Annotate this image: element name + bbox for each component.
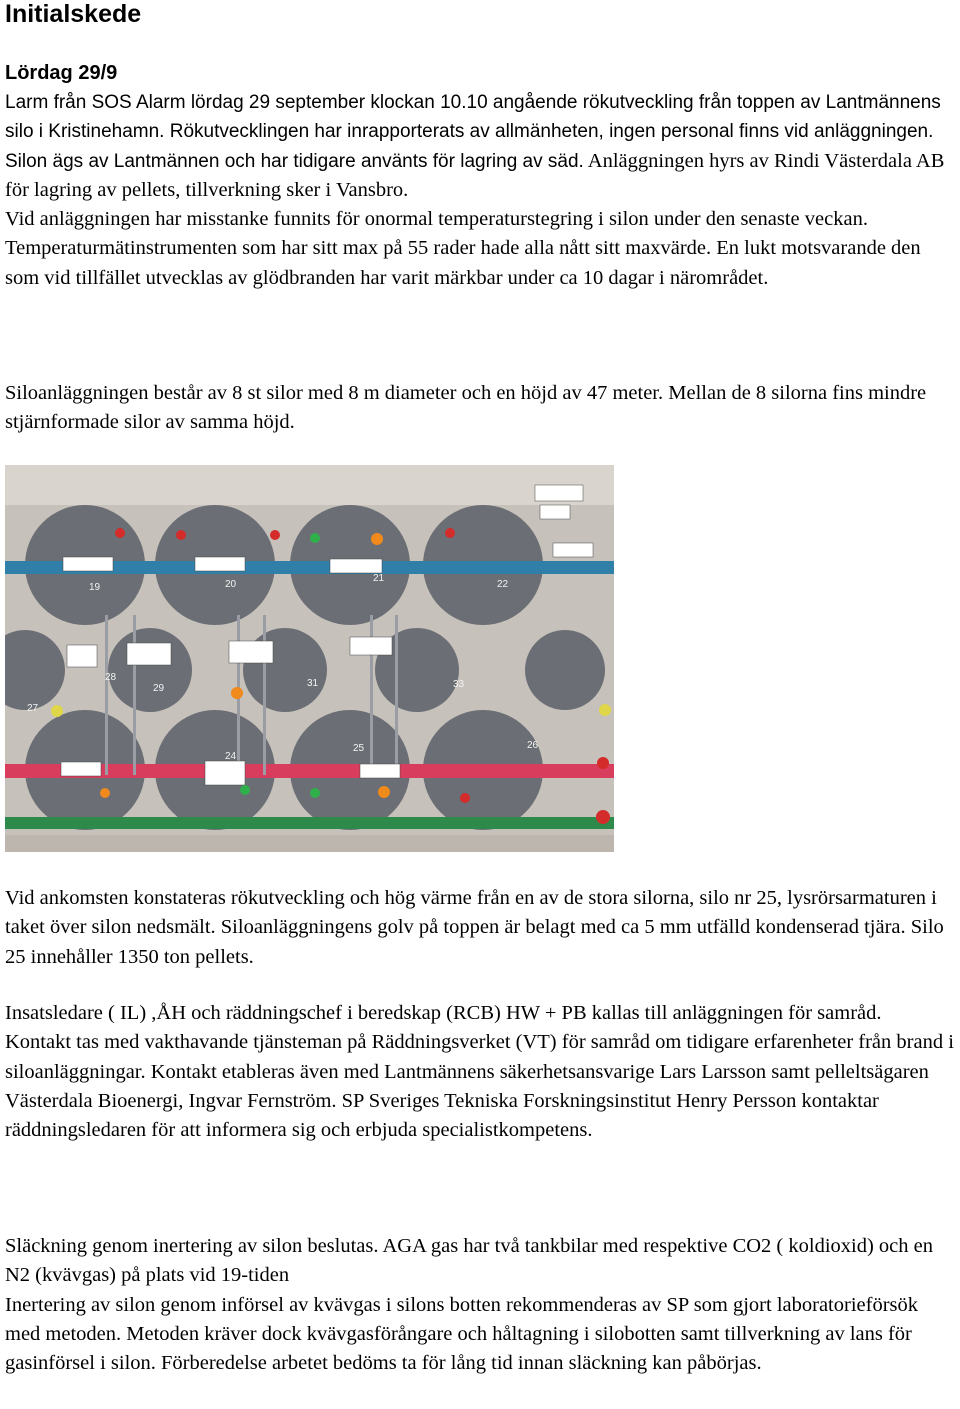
inerting-paragraph: Inertering av silon genom införsel av kvävgas i silons botten rekommenderas av SP som gjort laboratorieförsök med metoden. Metoden kräver dock kvävgasförångare och håltagning i silobotten samt tillverkning av lans för gasinförsel i silon. Förberedelse arbetet bedöms ta för lång tid innan släckning kan påbörjas.	[5, 1293, 919, 1375]
silo-panel-illustration	[5, 465, 614, 852]
contact-paragraph: Kontakt tas med vakthavande tjänsteman på Räddningsverket (VT) för samråd om tidigare erfarenheter från brand i siloanläggningar. Kontakt etableras även med Lantmännens säkerhetsansvarige Lars Larsson samt pelleltsägaren Västerdala Bioenergi, Ingvar Fernström. SP Sveriges Tekniska Forskningsinstitut Henry Persson kontaktar räddningsledaren för att informera sig och erbjuda specialistkompetens.	[5, 1031, 954, 1142]
svg-text:29: 29	[153, 683, 165, 694]
alarm-paragraph: Larm från SOS Alarm lördag 29 september klockan 10.10 angående rökutveckling från toppen av Lantmännens silo i Kristinehamn. Rökutvecklingen har inrapporterats av allmänheten, ingen personal finns vid anläggningen.	[5, 92, 941, 143]
silo-description-text: Siloanläggningen består av 8 st silor med 8 m diameter och en höjd av 47 meter. Mellan de 8 silorna fins mindre stjärnformade silor av samma höjd.	[5, 382, 927, 434]
svg-text:33: 33	[453, 679, 465, 690]
silo-panel-photo	[5, 465, 614, 852]
arrival-paragraph: Vid ankomsten konstateras rökutveckling och hög värme från en av de stora silorna, silo nr 25, lysrörsarmaturen i taket över silon nedsmält. Siloanläggningens golv på toppen är belagt med ca 5 mm utfälld kondenserad tjära. Silo 25 innehåller 1350 ton pellets.	[5, 887, 944, 968]
svg-text:28: 28	[105, 672, 117, 683]
intro-block	[5, 59, 957, 293]
svg-text:19: 19	[89, 582, 101, 593]
section-heading: Initialskede	[5, 0, 142, 28]
svg-text:21: 21	[373, 573, 385, 584]
date-heading: Lördag 29/9	[5, 62, 118, 84]
owner-text-sans: Silon ägs av Lantmännen och har tidigare använts för lagring av säd.	[5, 150, 584, 172]
svg-text:31: 31	[307, 678, 319, 689]
svg-text:26: 26	[527, 740, 539, 751]
extinguish-paragraph: Släckning genom inertering av silon beslutas. AGA gas har två tankbilar med respektive CO2 ( koldioxid) och en N2 (kvävgas) på plats vid 19-tiden	[5, 1235, 933, 1287]
svg-text:27: 27	[27, 703, 39, 714]
svg-text:22: 22	[497, 579, 509, 590]
arrival-block	[5, 884, 957, 972]
svg-text:25: 25	[353, 743, 365, 754]
owner-paragraph	[5, 147, 957, 206]
silo-description	[5, 379, 957, 438]
temperature-paragraph: Vid anläggningen har misstanke funnits för onormal temperaturstegring i silon under den senaste veckan. Temperaturmätinstrumenten som har sitt max på 55 rader hade alla nått sitt maxvärde. En lukt motsvarande den som vid tillfället utvecklas av glödbranden har varit märkbar under ca 10 dagar i närområdet.	[5, 208, 921, 289]
svg-text:20: 20	[225, 579, 237, 590]
extinguishing-block	[5, 1232, 957, 1378]
coordination-block	[5, 999, 957, 1145]
commanders-paragraph: Insatsledare ( IL) ,ÅH och räddningschef i beredskap (RCB) HW + PB kallas till anläggningen för samråd.	[5, 1002, 882, 1024]
svg-text:24: 24	[225, 751, 237, 762]
owner-text-serif: Anläggningen hyrs av Rindi Västerdala AB för lagring av pellets, tillverkning sker i Vansbro.	[5, 149, 945, 201]
